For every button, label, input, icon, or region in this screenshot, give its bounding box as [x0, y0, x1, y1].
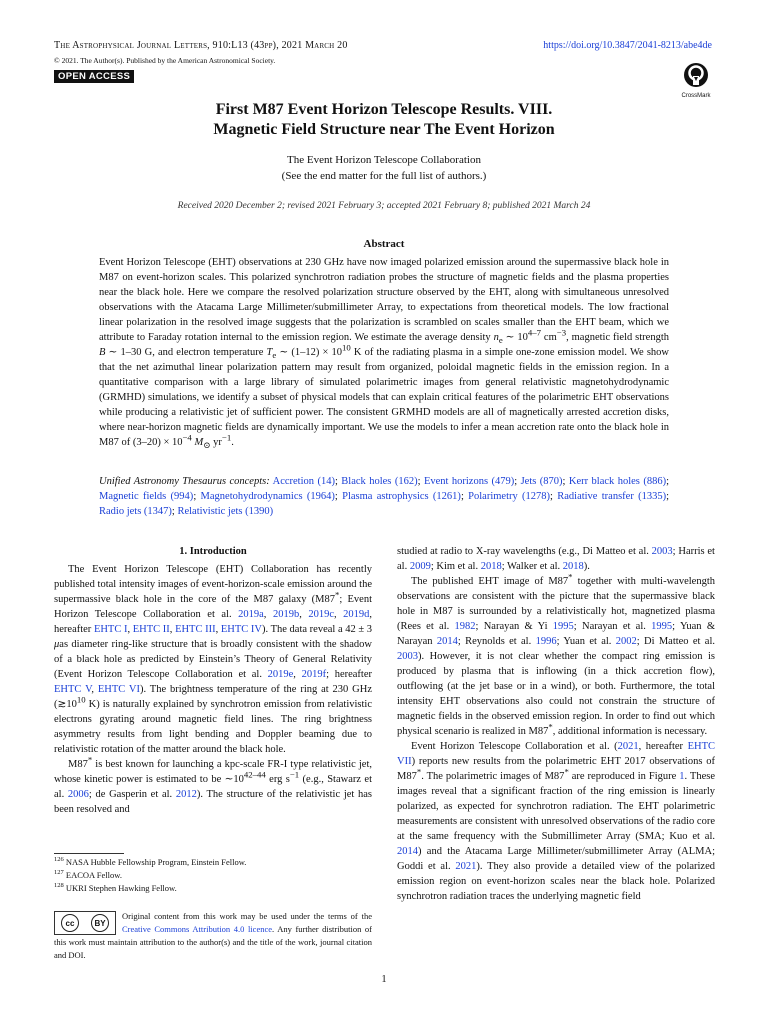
section-heading-introduction: 1. Introduction [179, 546, 247, 557]
right-paragraph-2: The published EHT image of M87* together with multi-wavelength observations are consistent with the picture that the supermassive black hole in M87 is surrounded by a relativistically hot, magnetized plasma (Rees et al. 1982; Narayan & Yi 1995; Narayan et al. 1995; Yuan & Narayan 2014; Reynolds et al. 1996; Yuan et al. 2002; Di Matteo et al. 2003). However, it is not clear whether the compact ring emission is produced by plasma that is inflowing (in a thick accretion flow), outflowing (at the jet base or in a wind), or both. Furthermore, the total intensity EHT observations also could not constrain the structure of magnetic fields in the observed emission region. In order to find out which physical scenario is realized in M87*, additional information is necessary. [397, 571, 715, 737]
footnote: $^{126}$ NASA Hubble Fellowship Program, Einstein Fellow. [54, 856, 247, 867]
authors: The Event Horizon Telescope Collaboration [287, 154, 481, 166]
uat-concept-link[interactable]: Black holes (162) [341, 476, 418, 487]
citation-link[interactable]: 2019d [343, 609, 370, 620]
uat-concept-link[interactable]: Plasma astrophysics (1261) [342, 491, 461, 502]
uat-concept-link[interactable]: Accretion (14) [272, 476, 335, 487]
cc-icon: cc [61, 914, 79, 932]
footnote: $^{127}$ EACOA Fellow. [54, 869, 122, 880]
intro-paragraph-1: The Event Horizon Telescope (EHT) Collaboration has recently published total intensity images of event-horizon-scale emission around the supermassive black hole in the core of the M87 galaxy (M87*; Event Horizon Telescope Collaboration et al. 2019a, 2019b, 2019c, 2019d, hereafter EHTC I, EHTC II, EHTC III, EHTC IV). The data reveal a 42 ± 3 μas diameter ring-like structure that is broadly consistent with the shadow of a black hole as predicted by Einstein’s Theory of General Relativity (Event Horizon Telescope Collaboration et al. 2019e, 2019f; hereafter EHTC V, EHTC VI). The brightness temperature of the ring at 230 GHz ($≳10^{10}$ K) is naturally explained by synchrotron emission from relativistic electrons gyrating around magnetic field lines. The ring brightness asymmetry results from light bending and Doppler beaming due to relativistic rotation of the matter around the black hole. [54, 564, 373, 755]
uat-concept-link[interactable]: Kerr black holes (886) [568, 476, 667, 487]
doi-link[interactable]: https://doi.org/10.3847/2041-8213/abe4de [543, 40, 712, 51]
uat-concept-link[interactable]: Radio jets (1347) [99, 506, 172, 517]
uat-concepts: Unified Astronomy Thesaurus concepts: Accretion (14); Black holes (162); Event horizons (479); Jets (870); Kerr black holes (886); Magnetic fields (994); Magnetohydrodynamics (1964); Plasma astrophysics (1261); Polarimetry (1278); Radiative transfer (1335); Radio jets (1347); Relativistic jets (1390) [99, 476, 670, 517]
citation-link[interactable]: 2018 [480, 561, 502, 572]
by-icon: BY [91, 914, 109, 932]
citation-link[interactable]: 2019e [267, 669, 294, 680]
author-block [0, 152, 768, 184]
uat-concept-link[interactable]: Radiative transfer (1335) [557, 491, 667, 502]
citation-link[interactable]: 2014 [436, 636, 458, 647]
footnote-rule [54, 853, 124, 854]
citation-link[interactable]: EHTC III [175, 624, 216, 635]
left-column [54, 544, 372, 817]
citation-link[interactable]: EHTC I [93, 624, 128, 635]
citation-link[interactable]: 2003 [651, 546, 673, 557]
authors-note: (See the end matter for the full list of authors.) [281, 170, 487, 182]
copyright-notice: © 2021. The Author(s). Published by the American Astronomical Society. [54, 56, 276, 65]
citation-link[interactable]: 2002 [615, 636, 637, 647]
right-column [397, 544, 715, 904]
citation-link[interactable]: EHTC V [54, 684, 92, 695]
citation-link[interactable]: EHTC VI [97, 684, 140, 695]
license-notice: cc BY Original content from this work may be used under the terms of the Creative Commons Attribution 4.0 licence. Any further distribution of this work must maintain attribution to the author(s) and the title of the work, journal citation and DOI. [54, 911, 372, 960]
citation-link[interactable]: EHTC VII [397, 741, 715, 767]
citation-link[interactable]: 2021 [617, 741, 639, 752]
journal-citation: The Astrophysical Journal Letters, 910:L13 (43pp), 2021 March 20 [54, 40, 348, 51]
uat-concept-link[interactable]: Event horizons (479) [423, 476, 515, 487]
citation-link[interactable]: 2018 [562, 561, 584, 572]
crossmark-button[interactable] [678, 62, 714, 99]
citation-link[interactable]: 2009 [409, 561, 431, 572]
cc-by-badge[interactable] [54, 911, 116, 935]
intro-paragraph-2: M87* is best known for launching a kpc-scale FR-I type relativistic jet, whose kinetic power is estimated to be ∼10$^{42-44}$ erg $s^{-1}$ (e.g., Stawarz et al. 2006; de Gasperin et al. 2012). The structure of the relativistic jet has been resolved and [54, 754, 372, 815]
figure-link[interactable]: 1 [679, 771, 685, 782]
citation-link[interactable]: 1982 [454, 621, 476, 632]
citation-link[interactable]: 2012 [175, 789, 197, 800]
received-dates: Received 2020 December 2; revised 2021 February 3; accepted 2021 February 8; published 2021 March 24 [177, 201, 591, 211]
uat-concept-link[interactable]: Relativistic jets (1390) [177, 506, 274, 517]
uat-concept-link[interactable]: Jets (870) [520, 476, 563, 487]
citation-link[interactable]: 2003 [397, 651, 418, 662]
crossmark-icon [683, 62, 709, 88]
uat-concept-link[interactable]: Magnetic fields (994) [99, 491, 194, 502]
title-line-1: First M87 Event Horizon Telescope Results. VIII. [215, 101, 553, 118]
cc-licence-link[interactable]: Creative Commons Attribution 4.0 licence [122, 924, 273, 934]
citation-link[interactable]: 2021 [455, 861, 477, 872]
citation-link[interactable]: 2019a [238, 609, 264, 620]
right-paragraph-1: studied at radio to X-ray wavelengths (e.g., Di Matteo et al. 2003; Harris et al. 2009; Kim et al. 2018; Walker et al. 2018). [397, 546, 715, 572]
citation-link[interactable]: EHTC II [132, 624, 170, 635]
uat-concept-link[interactable]: Magnetohydrodynamics (1964) [200, 491, 335, 502]
paper-title [0, 100, 768, 140]
citation-link[interactable]: 1995 [651, 621, 673, 632]
citation-link[interactable]: 2014 [397, 846, 418, 857]
right-paragraph-3: Event Horizon Telescope Collaboration et al. (2021, hereafter EHTC VII) reports new results from the polarimetric EHT 2017 observations of M87*. The polarimetric images of M87* are reproduced in Figure 1. These images reveal that a significant fraction of the ring emission is linearly polarized, as expected for synchrotron radiation. The EHT polarimetric measurements are consistent with unresolved observations of the radio core at the same frequency with the Submillimeter Array (SMA; Kuo et al. 2014) and the Atacama Large Millimeter/submillimeter Array (ALMA; Goddi et al. 2021). They also provide a detailed view of the polarized emission region on event-horizon scales near the black hole. Polarized synchrotron radiation traces the underlying magnetic field [397, 741, 716, 902]
citation-link[interactable]: 1995 [552, 621, 574, 632]
citation-link[interactable]: 2019b [272, 609, 300, 620]
citation-link[interactable]: 2006 [67, 789, 89, 800]
citation-link[interactable]: EHTC IV [220, 624, 263, 635]
citation-link[interactable]: 1996 [535, 636, 557, 647]
abstract-text: Event Horizon Telescope (EHT) observations at 230 GHz have now imaged polarized emission around the supermassive black hole in M87 on event-horizon scales. This polarized synchrotron radiation probes the structure of magnetic fields and the plasma properties near the black hole. Here we compare the resolved polarization structure observed by the EHT, along with simultaneous unresolved observations with the Atacama Large Millimeter/submillimeter Array, to expectations from theoretical models. The low fractional linear polarization in the resolved image suggests that the polarization is scrambled on scales smaller than the EHT beam, which we attribute to Faraday rotation internal to the emission region. We estimate the average density $n_e$ ∼ 10$^{4-7}$ $cm^{-3}$, magnetic field strength B ∼ 1–30 G, and electron temperature $T_e$ ∼ $(1-12) \times 10^{10}$ K of the radiating plasma in a simple one-zone emission model. We show that the net azimuthal linear polarization pattern may result from organized, poloidal magnetic fields in the emission region. In a quantitative comparison with a large library of simulated polarimetric images from general relativistic magnetohydrodynamic (GRMHD) simulations, we identify a subset of physical models that can explain critical features of the polarimetric EHT observations while producing a relativistic jet of sufficient power. The consistent GRMHD models are all of magnetically arrested accretion disks, where near-horizon magnetic fields are dynamically important. We use the models to infer a mean accretion rate onto the black hole in M87 of $(3-20) \times 10^{-4}$ $M_⊙$ $yr^{-1}$. [99, 257, 669, 451]
page-number: 1 [381, 974, 387, 985]
citation-link[interactable]: 2019f [301, 669, 327, 680]
crossmark-label: CrossMark [681, 93, 711, 99]
footnote: $^{128}$ UKRI Stephen Hawking Fellow. [54, 882, 177, 893]
title-line-2: Magnetic Field Structure near The Event Horizon [213, 121, 555, 138]
open-access-badge: OPEN ACCESS [54, 70, 134, 83]
citation-link[interactable]: 2019c [308, 609, 334, 620]
uat-label: Unified Astronomy Thesaurus concepts: [99, 476, 270, 487]
abstract-heading: Abstract [363, 238, 405, 250]
uat-concept-link[interactable]: Polarimetry (1278) [468, 491, 551, 502]
footnotes [54, 856, 246, 895]
